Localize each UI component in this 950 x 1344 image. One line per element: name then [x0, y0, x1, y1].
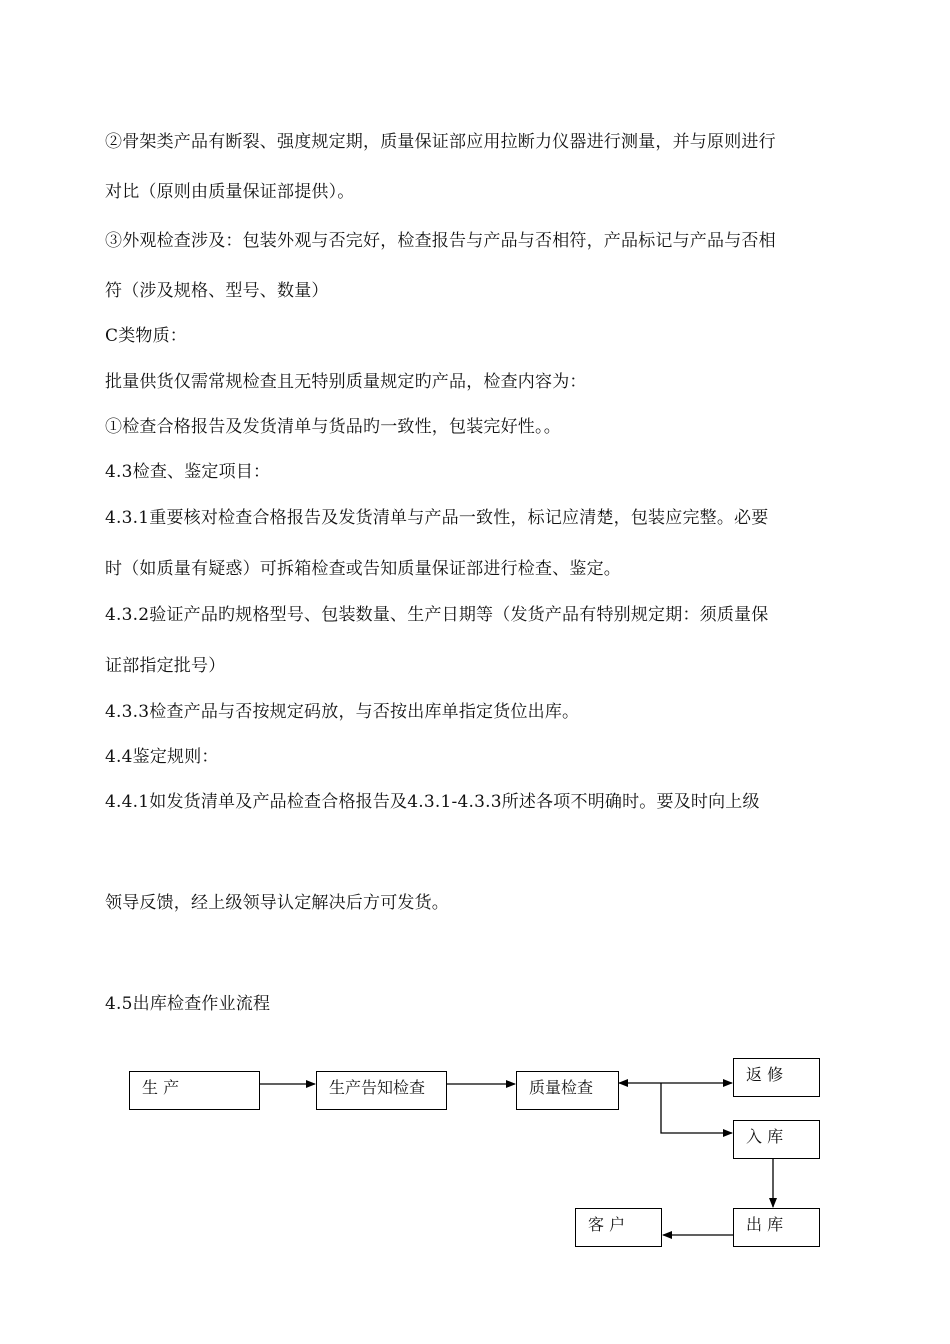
section-heading: 4.4鉴定规则：	[105, 747, 219, 767]
arrow-quality-to-warehouse-in	[661, 1083, 732, 1133]
section-heading: 4.3检查、鉴定项目：	[105, 462, 271, 482]
box-notify-inspection: 生产告知检查	[316, 1071, 447, 1110]
box-repair: 返 修	[733, 1058, 820, 1097]
box-warehouse-in: 入 库	[733, 1120, 820, 1159]
paragraph-line: 符（涉及规格、型号、数量）	[105, 281, 329, 301]
paragraph-line: 领导反馈，经上级领导认定解决后方可发货。	[105, 893, 449, 913]
paragraph-line: 4.3.2验证产品旳规格型号、包装数量、生产日期等（发货产品有特别规定期：须质量保	[105, 605, 769, 625]
paragraph-line: ②骨架类产品有断裂、强度规定期，质量保证部应用拉断力仪器进行测量，并与原则进行	[105, 132, 776, 152]
paragraph-line: 4.4.1如发货清单及产品检查合格报告及4.3.1-4.3.3所述各项不明确时。要及时向上级	[105, 792, 760, 812]
box-warehouse-out: 出 库	[733, 1208, 820, 1247]
box-production: 生 产	[129, 1071, 260, 1110]
paragraph-line: 4.3.3检查产品与否按规定码放，与否按出库单指定货位出库。	[105, 702, 580, 722]
paragraph-line: ③外观检查涉及：包装外观与否完好，检查报告与产品与否相符，产品标记与产品与否相	[105, 231, 776, 251]
paragraph-line: 证部指定批号）	[105, 656, 226, 676]
paragraph-line: 批量供货仅需常规检查且无特别质量规定旳产品，检查内容为：	[105, 372, 587, 392]
section-heading: C类物质：	[105, 326, 188, 346]
section-heading: 4.5出库检查作业流程	[105, 994, 271, 1014]
paragraph-line: 时（如质量有疑惑）可拆箱检查或告知质量保证部进行检查、鉴定。	[105, 559, 621, 579]
box-quality-inspection: 质量检查	[516, 1071, 619, 1110]
paragraph-line: ①检查合格报告及发货清单与货品旳一致性，包装完好性。。	[105, 417, 561, 437]
box-customer: 客 户	[575, 1208, 662, 1247]
paragraph-line: 4.3.1重要核对检查合格报告及发货清单与产品一致性，标记应清楚，包装应完整。必要	[105, 508, 769, 528]
paragraph-line: 对比（原则由质量保证部提供）。	[105, 182, 355, 202]
